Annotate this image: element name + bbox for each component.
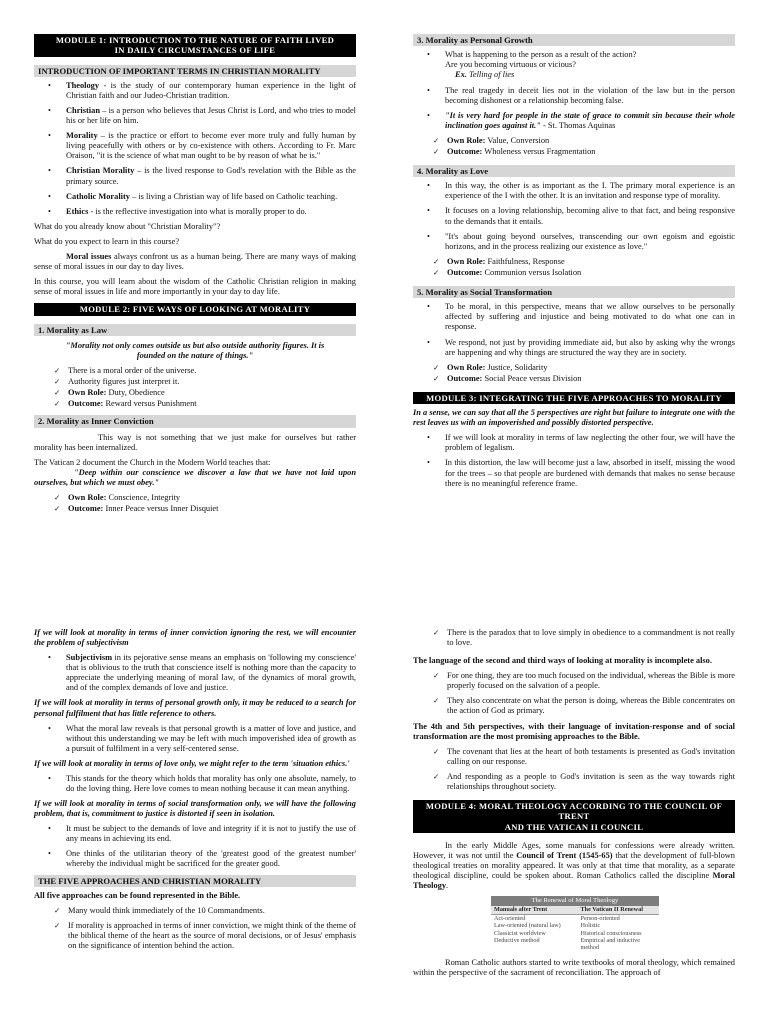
trent-text-3: . [446,881,449,891]
term-item [34,131,356,161]
term-label: Catholic Morality [66,191,130,201]
love-problem-heading: If we will look at morality in terms of love only, we might refer to the term 'situation ethics.' [34,758,350,768]
item-label: Own Role: [68,388,107,398]
table-cell: Holistic [580,922,601,930]
question-2: What do you expect to learn in this course? [34,236,180,246]
table-row [491,922,659,929]
law-item: ✓ There is a moral order of the universe. [34,366,356,376]
growth-list [413,50,735,131]
conviction-p2: The Vatican 2 document the Church in the Modern World teaches that: [34,457,271,467]
term-item [34,192,356,202]
term-item [34,81,356,101]
term-label: Christian Morality [66,166,135,176]
growth-bullet [413,111,735,131]
social-problem-heading: If we will look at morality in terms of social transformation only, we will have the following problem, that is, commitment to justice is distorted if seen in isolation. [34,799,356,819]
social-problem-bullet: • One thinks of the utilitarian theory of the 'greatest good of the greatest number' whereby the individual might be sacrificed for the greater good. [34,849,356,869]
module4-title-line1: MODULE 4: MORAL THEOLOGY ACCORDING TO THE COUNCIL OF TRENT [425,801,723,822]
aquinas-quote: "It is very hard for people in the state of grace to commit sin because their whole inclination goes against it." [445,110,735,130]
subjectivism-term: Subjectivism [66,653,113,663]
promising-list [413,747,735,792]
module3-intro: In a sense, we can say that all the 5 perspectives are right but failure to integrate one with the rest leaves us with an impoverished and possibly distorted perspective. [413,408,735,428]
module1-title [34,34,356,57]
item-text: Faithfulness, Response [485,256,565,266]
item-text: Duty, Obedience [106,388,165,398]
social-list [413,302,735,357]
moral-issues-term: Moral issues [66,251,112,261]
law-list [34,366,356,409]
growth-item [413,147,735,157]
module1-title-line1: MODULE 1: INTRODUCTION TO THE NATURE OF FAITH LIVED [55,35,335,45]
social-bullet: • We respond, not just by providing immediate aid, but also by asking why the wrongs are happening and why things are structured the way they are in society. [413,338,735,358]
growth-question-1: • What is happening to the person as a result of the action? [445,50,637,60]
table-cell [491,944,578,951]
top-left-column [34,34,356,518]
love-item [413,268,735,278]
social-problem-bullet: • It must be subject to the demands of love and integrity if it is not to justify the use of any means in achieving its end. [34,824,356,844]
item-text: Conscience, Integrity [106,493,181,503]
growth-problem-list [34,724,356,754]
table-cell: Historical consciousness [580,929,642,937]
table-cell: method [580,944,600,952]
aquinas-attribution: - St. Thomas Aquinas [540,120,616,130]
love-problem-bullet: • This stands for the theory which holds that morality has only one absolute, namely, to do the loving thing. Here love comes to mean nothing because it can mean anything. [34,774,356,794]
trent-text-1: In the early Middle Ages, some manuals for confessions were already written. However, it was not until the [413,840,735,861]
growth-problem-bullet: • What the moral law reveals is that personal growth is a matter of love and justice, and without this understanding we may be left with much impoverished idea of growth as a pursuit of fulfilment in a very self-centered sense. [34,724,356,754]
love-bullet: • It focuses on a loving relationship, becoming alive to that fact, and being responsive to the demands that it entails. [413,206,735,226]
table-cell: Empirical and inductive [580,937,640,944]
conviction-quote: "Deep within our conscience we discover a law that we have not laid upon ourselves, but which we must obey." [34,467,356,487]
term-label: Theology [66,80,100,90]
growth-checks [413,136,735,157]
bottom-right-column [413,628,735,983]
moral-theology-term: Moral Theology [413,871,735,891]
table-row [491,914,659,922]
conviction-item [34,504,356,514]
term-definition: - is the reflective investigation into what is morally proper to do. [88,206,307,216]
council-of-trent-term: Council of Trent (1545-65) [516,851,613,861]
subjectivism-text: in its pejorative sense means an emphasis on 'following my conscience' that is oblivious to the truth that conscience itself is nothing more than the capacity to appreciate the underlying meaning of moral law, of the dynamics of moral growth, and of the complex demands of love and justice. [66,653,356,693]
example-label: Ex. [455,70,467,80]
term-definition: – is a person who believes that Jesus Christ is Lord, and who tries to model his or her life on him. [66,106,356,126]
table-cell: Person-oriented [580,914,620,922]
top-right-column [413,34,735,494]
terms-heading: INTRODUCTION OF IMPORTANT TERMS IN CHRISTIAN MORALITY [34,65,356,77]
term-item [34,207,356,217]
table-cell: Classicist worldview [494,929,546,937]
growth-bullet: • The real tragedy in deceit lies not in the violation of the law but in the person becoming dishonest or a relationship becoming false. [413,86,735,106]
law-quote: "Morality not only comes outside us but also outside authority figures. It is founded on the nature of things." [65,340,325,360]
table-row [491,930,659,937]
social-item [413,363,735,373]
item-label: Own Role: [447,362,486,372]
item-label: Outcome: [447,267,483,277]
term-label: Morality [66,131,98,141]
growth-bullet [413,50,735,80]
love-heading: 4. Morality as Love [413,165,735,177]
item-label: Outcome: [447,373,483,383]
table-header-cell: Manuals after Trent [491,906,578,914]
module3-title: MODULE 3: INTEGRATING THE FIVE APPROACHES TO MORALITY [413,392,735,404]
subjectivism-list [34,653,356,693]
term-item [34,166,356,186]
moral-issues-paragraph [34,252,356,272]
item-label: Own Role: [447,256,486,266]
module4-title-line2: AND THE VATICAN II COUNCIL [504,821,644,832]
table-row [491,937,659,944]
item-text: Reward versus Punishment [103,399,197,409]
five-approaches-list [34,906,356,951]
question-1: What do you already know about "Christian Morality"? [34,221,221,231]
item-label: Own Role: [68,493,107,503]
social-item [413,374,735,384]
legalism-bullet: • In this distortion, the law will become just a law, absorbed in itself, missing the wood for the trees – so that people are burdened with demands that makes no sense because there is no meaningful reference frame. [413,458,735,488]
trent-text-2: that the development of full-blown theological treaties on morality appeared. It was only at that time that morality, as a separate theological discipline, could be spoken about. Roman Catholics called the discipline [413,851,735,881]
social-problem-list [34,824,356,869]
item-label: Outcome: [68,504,104,514]
legalism-list [413,433,735,488]
conviction-list [34,493,356,514]
renewal-table [491,896,659,952]
module2-title: MODULE 2: FIVE WAYS OF LOOKING AT MORALITY [34,303,356,315]
promising-item: ✓ And responding as a people to God's invitation is seen as the way towards right relationships throughout society. [413,772,735,792]
social-heading: 5. Morality as Social Transformation [413,286,735,298]
term-definition: – is the lived response to God's revelation with the Bible as the primary source. [66,166,357,186]
module4-title [413,800,735,833]
love-bullet: • In this way, the other is as important as the I. The primary moral experience is an experience of the I with the other. It is an invitation and response type of morality. [413,181,735,201]
terms-list [34,81,356,217]
table-header-cell: The Vatican II Renewal [578,906,659,914]
moral-issues-text: always confront us as a human being. There are many ways of making sense of moral issues in our day to day lives. [34,251,356,272]
table-cell: Law-oriented (natural law) [494,922,561,930]
module1-title-line2: IN DAILY CIRCUMSTANCES OF LIFE [114,45,276,56]
legalism-bullet: • If we will look at morality in terms of law neglecting the other four, we will have the problem of legalism. [413,433,735,453]
incomplete-item: ✓ For one thing, they are too much focused on the individual, whereas the Bible is more properly focused on the salvation of a people. [413,671,735,691]
law-item [34,388,356,398]
example-text: Telling of lies [466,70,515,80]
law-item [34,399,356,409]
love-item [413,257,735,267]
incomplete-list [413,671,735,716]
growth-question-2: Are you becoming virtuous or vicious? [445,60,576,70]
promising-item: ✓ The covenant that lies at the heart of both testaments is presented as God's invitation calling on our response. [413,747,735,767]
five-approaches-sub: All five approaches can be found represented in the Bible. [34,890,241,900]
growth-item [413,136,735,146]
term-item [34,106,356,126]
item-text: Value, Conversion [485,135,550,145]
conviction-problem-heading: If we will look at morality in terms of inner conviction ignoring the rest, we will encounter the problem of subjectivism [34,628,356,648]
renewal-table-title: The Renewal of Moral Theology [491,896,659,906]
renewal-table-header [491,906,659,914]
incomplete-heading: The language of the second and third ways of looking at morality is incomplete also. [413,656,712,666]
paradox-list [413,628,735,648]
item-label: Outcome: [68,399,104,409]
five-approaches-item: ✓ Many would think immediately of the 10 Commandments. [34,906,356,916]
table-cell: Act-oriented [494,914,526,922]
growth-problem-heading: If we will look at morality in terms of personal growth only, it may be reduced to a search for personal fulfilment that has little reference to others. [34,698,356,718]
five-approaches-item: ✓ If morality is approached in terms of inner conviction, we might think of the theme of the biblical theme of the heart as the source of moral decisions, or of Jesus' emphasis on the significance of intention behind the action. [34,921,356,951]
growth-heading: 3. Morality as Personal Growth [413,34,735,46]
textbooks-paragraph: Roman Catholic authors started to write textbooks of moral theology, which remained within the perspective of the sacrament of reconciliation. The approach of [413,957,735,977]
paradox-item: ✓ There is the paradox that to love simply in obedience to a commandment is not really to love. [413,628,735,648]
item-label: Outcome: [447,146,483,156]
conviction-p1: This way is not something that we just make for ourselves but rather morality has been internalized. [34,432,356,452]
item-text: Justice, Solidarity [485,362,548,372]
five-approaches-heading: THE FIVE APPROACHES AND CHRISTIAN MORALITY [34,875,356,887]
item-label: Own Role: [447,135,486,145]
table-row [491,944,659,951]
subjectivism-bullet [34,653,356,693]
love-list [413,181,735,251]
term-definition: – is living a Christian way of life based on Catholic teaching. [129,191,338,201]
term-label: Christian [66,106,100,116]
love-problem-list [34,774,356,794]
table-cell: Deductive method [494,937,540,944]
promising-heading: The 4th and 5th perspectives, with their language of invitation-response and of social transformation are the most promising approaches to the Bible. [413,721,735,741]
course-paragraph: In this course, you will learn about the wisdom of the Catholic Christian religion in making sense of moral issues in life and more importantly in your day to day life. [34,277,356,297]
bottom-left-column [34,628,356,956]
item-text: Social Peace versus Division [482,373,582,383]
conviction-item [34,493,356,503]
trent-paragraph [413,841,735,891]
growth-example [445,70,735,80]
love-checks [413,257,735,278]
incomplete-item: ✓ They also concentrate on what the person is doing, whereas the Bible concentrates on the action of God as primary. [413,696,735,716]
term-definition: - is the study of our contemporary human experience in the light of Christian faith and our Judeo-Christian tradition. [66,80,356,101]
conviction-heading: 2. Morality as Inner Conviction [34,415,356,427]
law-heading: 1. Morality as Law [34,324,356,336]
term-definition: – is the practice or effort to become ever more truly and fully human by living peacefully with others or by co-existence with others. According to Fr. Marc Oraison, "it is the science of what man ought to be by reason of what he is." [66,131,356,161]
social-checks [413,363,735,384]
love-bullet: • "It's about going beyond ourselves, transcending our own egoism and egoistic horizons, and in the process realizing our existence as love." [413,232,735,252]
term-label: Ethics [66,206,89,216]
item-text: Inner Peace versus Inner Disquiet [103,504,219,514]
item-text: Communion versus Isolation [482,267,582,277]
item-text: Wholeness versus Fragmentation [482,146,596,156]
law-item: ✓ Authority figures just interpret it. [34,377,356,387]
social-bullet: • To be moral, in this perspective, means that we allow ourselves to be personally affected by suffering and injustice and being motivated to do what one can in response. [413,302,735,332]
